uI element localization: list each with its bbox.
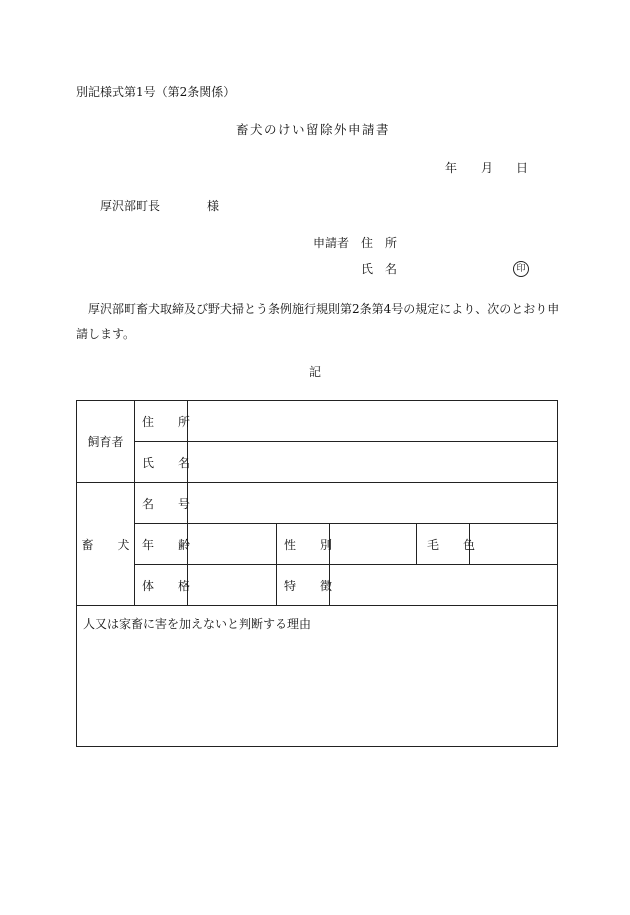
- dog-features-field[interactable]: [330, 565, 558, 606]
- owner-address-field[interactable]: [188, 401, 558, 442]
- dog-coat-field[interactable]: [470, 524, 558, 565]
- table-row: [77, 524, 558, 565]
- application-table: [76, 400, 558, 747]
- dog-features-label: 特 徴: [277, 565, 330, 606]
- page-title: 畜犬のけい留除外申請書: [236, 122, 391, 137]
- dog-name-label: 名 号: [135, 483, 188, 524]
- dog-age-label: 年 齢: [135, 524, 188, 565]
- reason-field[interactable]: [77, 606, 558, 747]
- owner-name-field[interactable]: [188, 442, 558, 483]
- dog-name-field[interactable]: [188, 483, 558, 524]
- table-row: [77, 483, 558, 524]
- dog-sex-field[interactable]: [330, 524, 417, 565]
- applicant-name-label: 氏 名: [361, 262, 398, 276]
- date-month: 月: [481, 161, 494, 175]
- table-row: [77, 565, 558, 606]
- addressee-honorific: 様: [207, 199, 220, 213]
- addressee-name: 厚沢部町長: [100, 199, 161, 213]
- owner-group-label: 飼育者: [77, 401, 135, 483]
- seal-icon: 印: [513, 261, 529, 277]
- owner-address-label: 住 所: [135, 401, 188, 442]
- dog-age-field[interactable]: [188, 524, 277, 565]
- dog-sex-label: 性 別: [277, 524, 330, 565]
- body-text-line1: 厚沢部町畜犬取締及び野犬掃とう条例施行規則第2条第4号の規定により、次のとおり申: [88, 302, 560, 316]
- dog-build-label: 体 格: [135, 565, 188, 606]
- dog-coat-label: 毛 色: [417, 524, 470, 565]
- dog-build-field[interactable]: [188, 565, 277, 606]
- applicant-address-label: 住 所: [361, 236, 398, 250]
- ki-label: 記: [309, 365, 322, 379]
- owner-name-label: 氏 名: [135, 442, 188, 483]
- seal-mark: [513, 261, 529, 277]
- date-day: 日: [516, 161, 529, 175]
- date-year: 年: [445, 161, 458, 175]
- table-row: [77, 606, 558, 747]
- applicant-label: 申請者: [313, 236, 350, 250]
- dog-group-label: 畜 犬: [77, 483, 135, 606]
- body-text-line2: 請します。: [76, 327, 136, 341]
- form-number: 別記様式第1号（第2条関係）: [76, 85, 236, 99]
- table-row: [77, 442, 558, 483]
- table-row: [77, 401, 558, 442]
- reason-label: 人又は家畜に害を加えないと判断する理由: [83, 617, 312, 631]
